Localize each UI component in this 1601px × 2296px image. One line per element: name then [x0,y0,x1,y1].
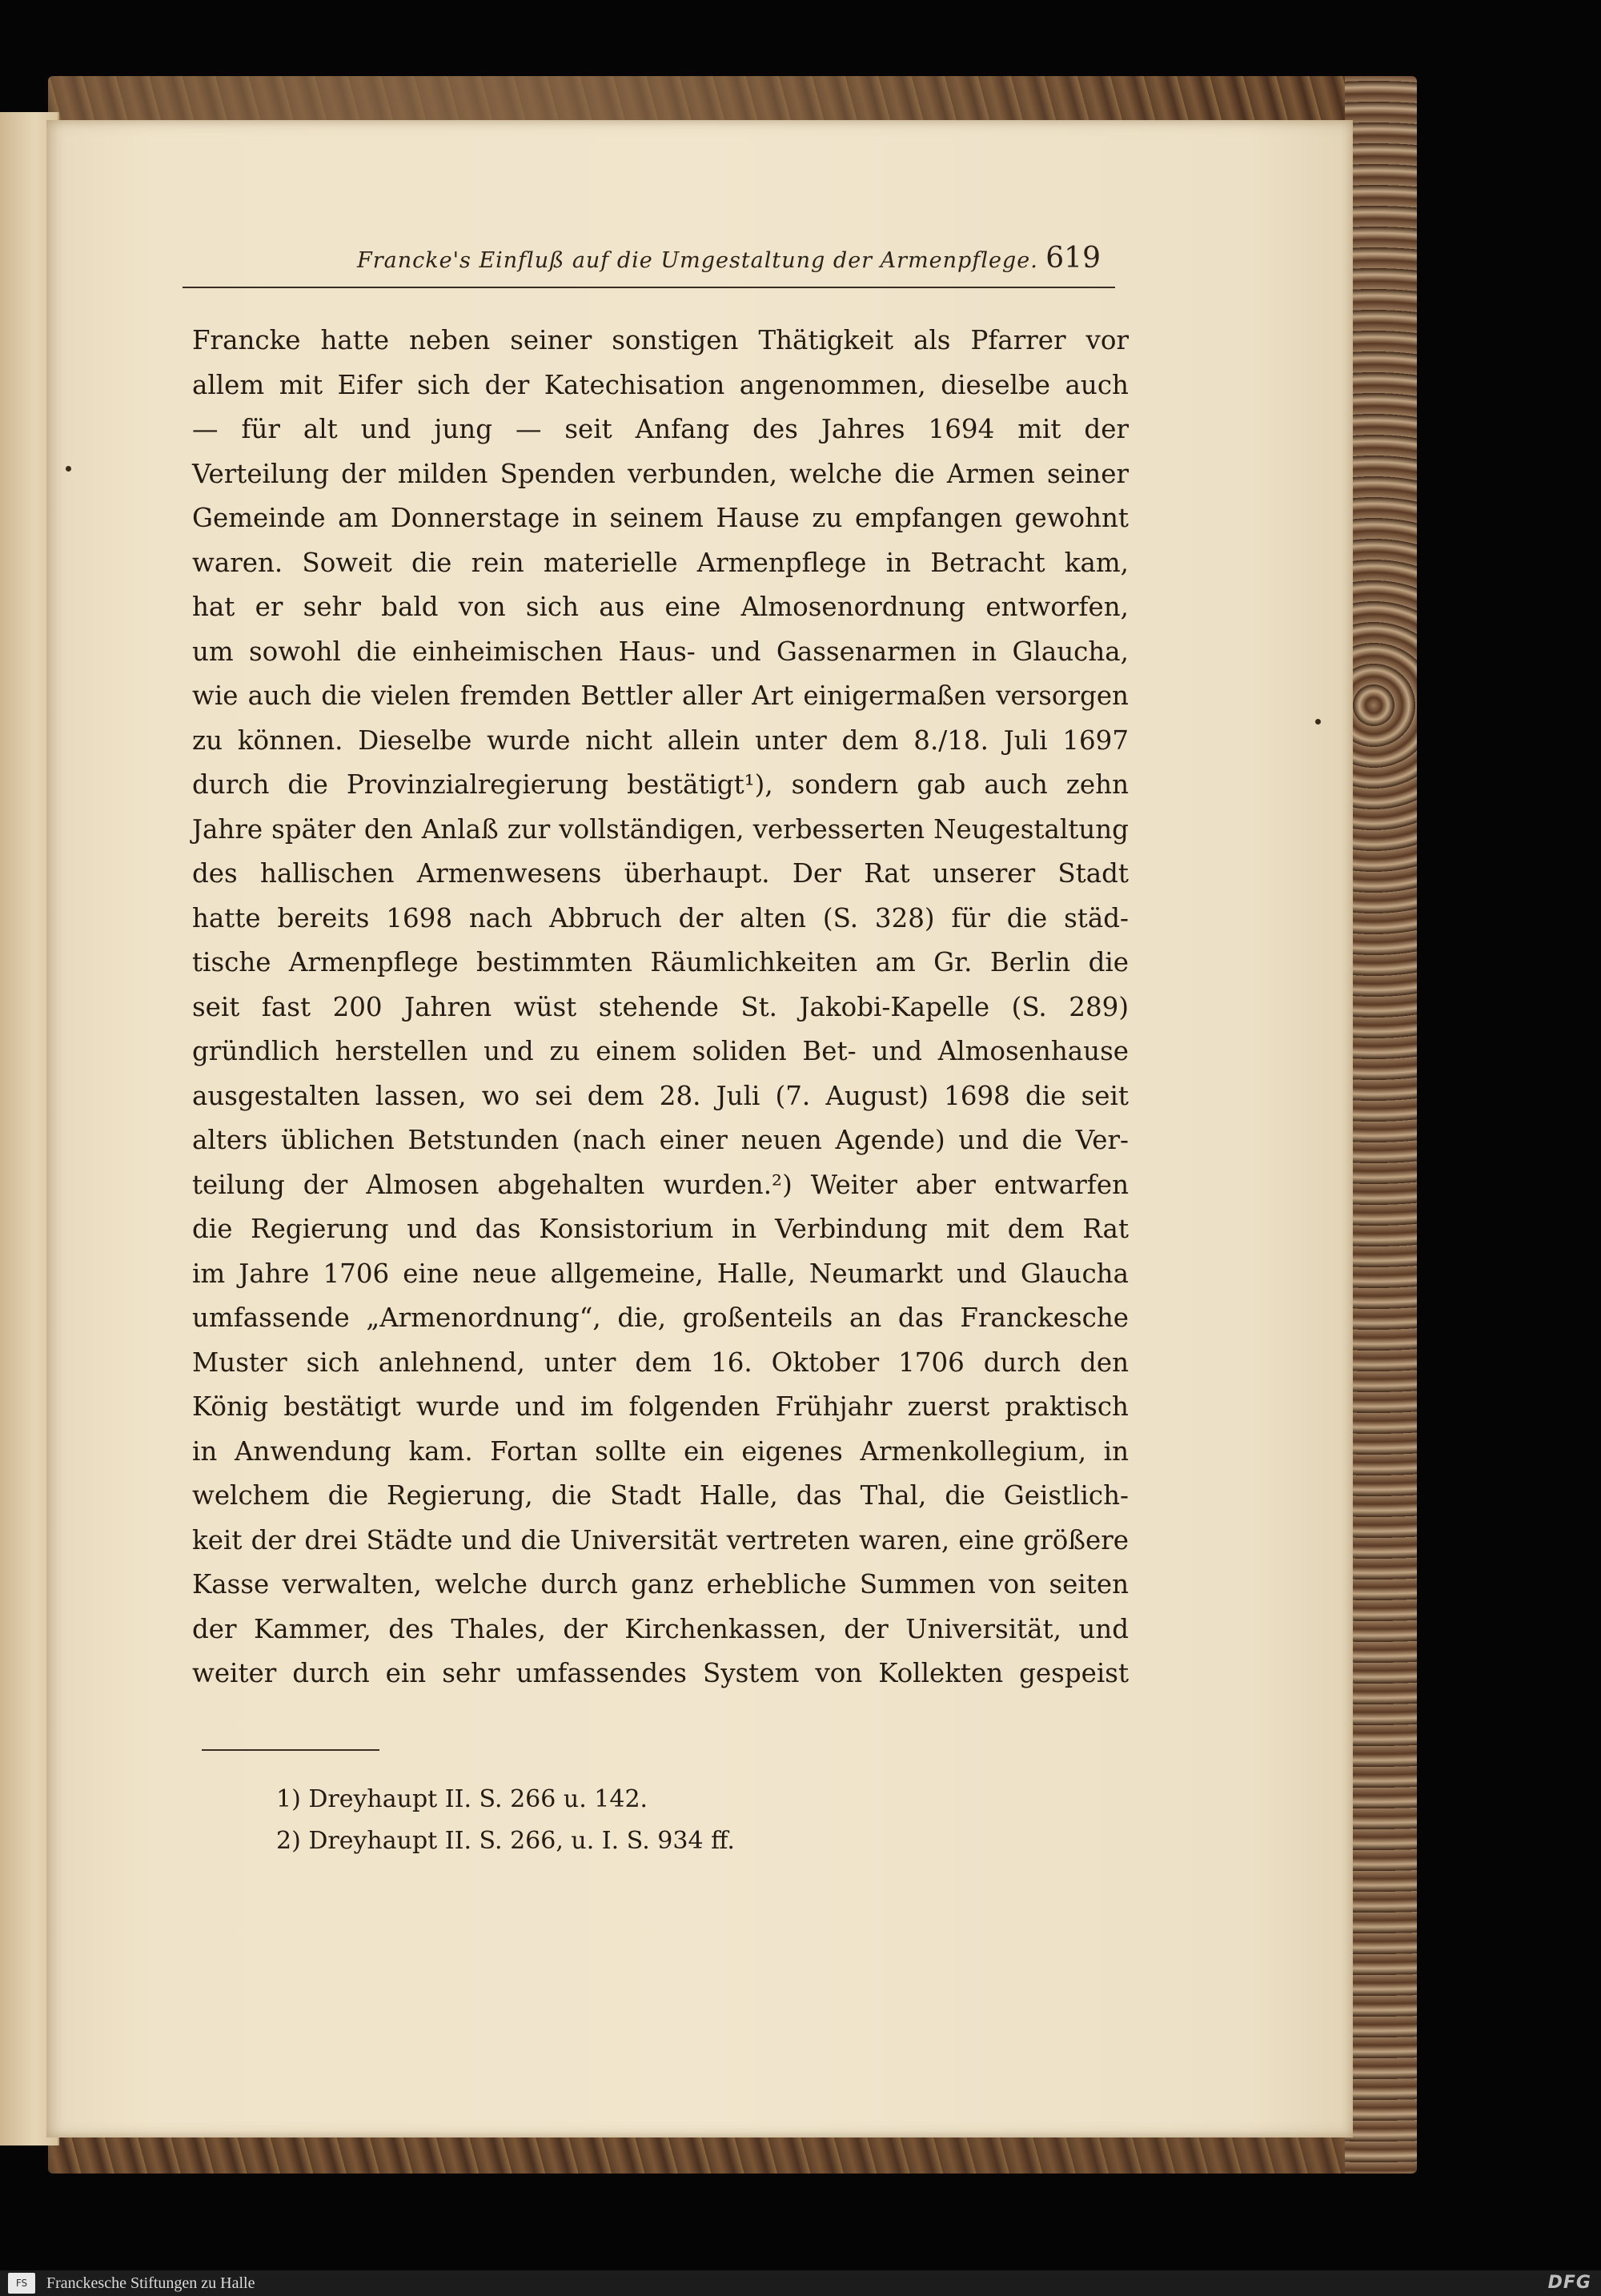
text-line: welchem die Regierung, die Stadt Halle, das Thal, die Geistlich- [192,1480,1129,1511]
text-line: hat er sehr bald von sich aus eine Almosenordnung entworfen, [192,592,1129,622]
text-line: ausgestalten lassen, wo sei dem 28. Juli (7. August) 1698 die seit [192,1080,1129,1111]
text-line: in Anwendung kam. Fortan sollte ein eigenes Armenkollegium, in [192,1435,1129,1467]
footnotes [276,1779,735,1862]
text-line: Kasse verwalten, welche durch ganz erhebliche Summen von seiten [192,1569,1129,1600]
text-line: die Regierung und das Konsistorium in Verbindung mit dem Rat [192,1214,1129,1244]
text-line: — für alt und jung — seit Anfang des Jahres 1694 mit der [192,414,1129,444]
text-line: Francke hatte neben seiner sonstigen Thätigkeit als Pfarrer vor [192,325,1129,355]
running-header [183,239,1115,288]
text-line: keit der drei Städte und die Universität vertreten waren, eine größere [192,1524,1129,1555]
body-text [192,319,1129,1696]
header-title: Francke's Einfluß auf die Umgestaltung der Armenpflege. [357,248,1038,273]
text-line: des hallischen Armenwesens überhaupt. Der Rat unserer Stadt [192,858,1129,889]
text-line: Verteilung der milden Spenden verbunden, welche die Armen seiner [192,458,1129,489]
archive-logo-icon[interactable]: FS [8,2273,35,2294]
text-line: weiter durch ein sehr umfassendes System von Kollekten gespeist [192,1658,1129,1688]
footnote-rule [202,1749,379,1751]
ink-speck [1315,719,1321,725]
text-line: um sowohl die einheimischen Haus- und Gassenarmen in Glaucha, [192,636,1129,667]
dfg-logo[interactable]: DFG [1547,2273,1591,2293]
archive-bar [0,2270,1601,2296]
text-line: Jahre später den Anlaß zur vollständigen, verbesserten Neugestaltung [192,813,1129,845]
page-number: 619 [1045,242,1101,275]
text-line: gründlich herstellen und zu einem soliden Bet- und Almosenhause [192,1036,1129,1066]
footnote: 1) Dreyhaupt II. S. 266 u. 142. [276,1785,648,1813]
text-line: waren. Soweit die rein materielle Armenpflege in Betracht kam, [192,547,1129,578]
text-line: der Kammer, des Thales, der Kirchenkassen, der Universität, und [192,1613,1129,1644]
text-line: zu können. Dieselbe wurde nicht allein unter dem 8./18. Juli 1697 [192,725,1129,756]
text-line: allem mit Eifer sich der Katechisation angenommen, dieselbe auch [192,369,1129,400]
text-line: seit fast 200 Jahren wüst stehende St. Jakobi-Kapelle (S. 289) [192,991,1129,1022]
footnote: 2) Dreyhaupt II. S. 266, u. I. S. 934 ff. [276,1827,735,1855]
text-line: im Jahre 1706 eine neue allgemeine, Halle, Neumarkt und Glaucha [192,1258,1129,1289]
ink-speck [66,466,71,472]
text-line: umfassende „Armenordnung“, die, großenteils an das Franckesche [192,1303,1129,1333]
text-line: Muster sich anlehnend, unter dem 16. Oktober 1706 durch den [192,1347,1129,1378]
archive-name[interactable]: Franckesche Stiftungen zu Halle [46,2274,255,2292]
text-line: wie auch die vielen fremden Bettler aller Art einigermaßen versorgen [192,680,1129,711]
text-line: Gemeinde am Donnerstage in seinem Hause zu empfangen gewohnt [192,503,1129,533]
text-line: alters üblichen Betstunden (nach einer neuen Agende) und die Ver- [192,1125,1129,1155]
text-line: tische Armenpflege bestimmten Räumlichkeiten am Gr. Berlin die [192,947,1129,977]
text-line: durch die Provinzialregierung bestätigt¹), sondern gab auch zehn [192,769,1129,800]
marbled-cover-edge [1345,76,1417,2174]
text-line: teilung der Almosen abgehalten wurden.²) Weiter aber entwarfen [192,1169,1129,1200]
text-line: König bestätigt wurde und im folgenden Frühjahr zuerst praktisch [192,1391,1129,1422]
text-line: hatte bereits 1698 nach Abbruch der alten (S. 328) für die städ- [192,902,1129,933]
